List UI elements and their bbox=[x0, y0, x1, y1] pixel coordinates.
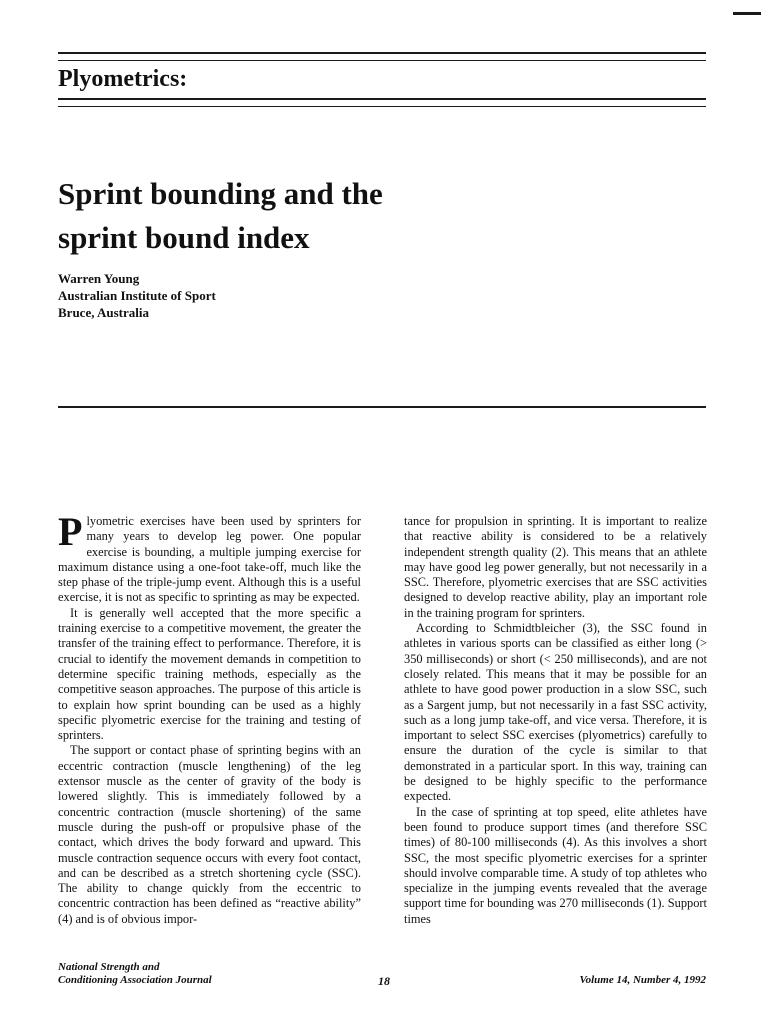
footer-volume: Volume 14, Number 4, 1992 bbox=[579, 974, 706, 986]
header-rule-top bbox=[58, 52, 706, 54]
byline-rule bbox=[58, 406, 706, 408]
paragraph: It is generally well accepted that the more specific a training exercise to a competitive movement, the greater the transfer of the training effect to performance. Therefore, it is crucial to identify the movement demands in competition to determine specific training methods, especially as the competitive season approaches. The purpose of this article is to explain how sprint bounding can be used as a highly specific plyometric exercise for the training and testing of sprinters. bbox=[58, 605, 361, 743]
paragraph: The support or contact phase of sprinting begins with an eccentric contraction (muscle lengthening) of the leg extensor muscle as the center of gravity of the body is lowered slightly. This is immediately followed by a concentric contraction (muscle shortening) of the same muscle during the push-off or propulsive phase of the contact, which drives the body forward and upward. This muscle contraction sequence occurs with every foot contact, and can be described as a stretch shortening cycle (SSC). The ability to change quickly from the eccentric to concentric contraction has been defined as “reactive ability” (4) and is of obvious impor- bbox=[58, 743, 361, 926]
author-name: Warren Young bbox=[58, 271, 140, 286]
paragraph: tance for propulsion in sprinting. It is important to realize that reactive ability is considered to be a relatively independent strength quality (2). This means that an athlete may have good leg power generally, but not necessarily in a SSC. Therefore, plyometric exercises that are SSC activities designed to develop reactive ability, play an important role in the training program for sprinters. bbox=[404, 514, 707, 620]
author-affiliation: Australian Institute of Sport bbox=[58, 288, 216, 303]
header-rule-bottom-thin bbox=[58, 106, 706, 107]
title-line-1: Sprint bounding and the bbox=[58, 176, 383, 211]
footer-journal-line-1: National Strength and bbox=[58, 961, 160, 973]
body-column-left bbox=[58, 509, 361, 927]
title-line-2: sprint bound index bbox=[58, 220, 310, 255]
drop-cap: P bbox=[58, 509, 83, 554]
author-location: Bruce, Australia bbox=[58, 305, 149, 320]
paragraph-text: lyometric exercises have been used by sprinters for many years to develop leg power. One popular exercise is bounding, a multiple jumping exercise for maximum distance using a one-foot take-off, much like the step phase of the triple-jump event. Although this is a useful exercise, it is not as specific to sprinting as may be expected. bbox=[58, 514, 361, 605]
footer-journal-name bbox=[58, 961, 212, 987]
paragraph bbox=[58, 509, 361, 606]
page-number: 18 bbox=[378, 974, 390, 988]
section-label: Plyometrics: bbox=[58, 66, 188, 92]
paragraph: In the case of sprinting at top speed, elite athletes have been found to produce support times (and therefore SSC times) of 80-100 milliseconds (4). As this involves a short SSC, the most specific plyometric exercises for a sprinter should involve comparable time. A study of top athletes who specialize in the jumping events revealed that the average support time for bounding was 270 milliseconds (1). Support times bbox=[404, 804, 707, 926]
byline bbox=[58, 270, 216, 321]
corner-mark bbox=[733, 12, 761, 15]
paragraph: According to Schmidtbleicher (3), the SSC found in athletes in various sports can be classified as either long (> 350 milliseconds) or short (< 250 milliseconds), and are not closely related. This means that it may be possible for an athlete to have good power production in a slow SSC, such as a Sargent jump, but not necessarily in a fast SSC activity, such as a long jump take-off, and vice versa. Therefore, it is important to select SSC exercises (plyometrics) carefully to ensure the duration of the cycle is similar to that demonstrated in a particular sport. In this way, training can be designed to be highly specific to the performance expected. bbox=[404, 621, 707, 804]
footer-journal-line-2: Conditioning Association Journal bbox=[58, 974, 212, 986]
header-rule-bottom bbox=[58, 98, 706, 100]
article-title bbox=[58, 172, 658, 260]
body-column-right bbox=[404, 514, 707, 927]
header-rule-top-thin bbox=[58, 60, 706, 61]
